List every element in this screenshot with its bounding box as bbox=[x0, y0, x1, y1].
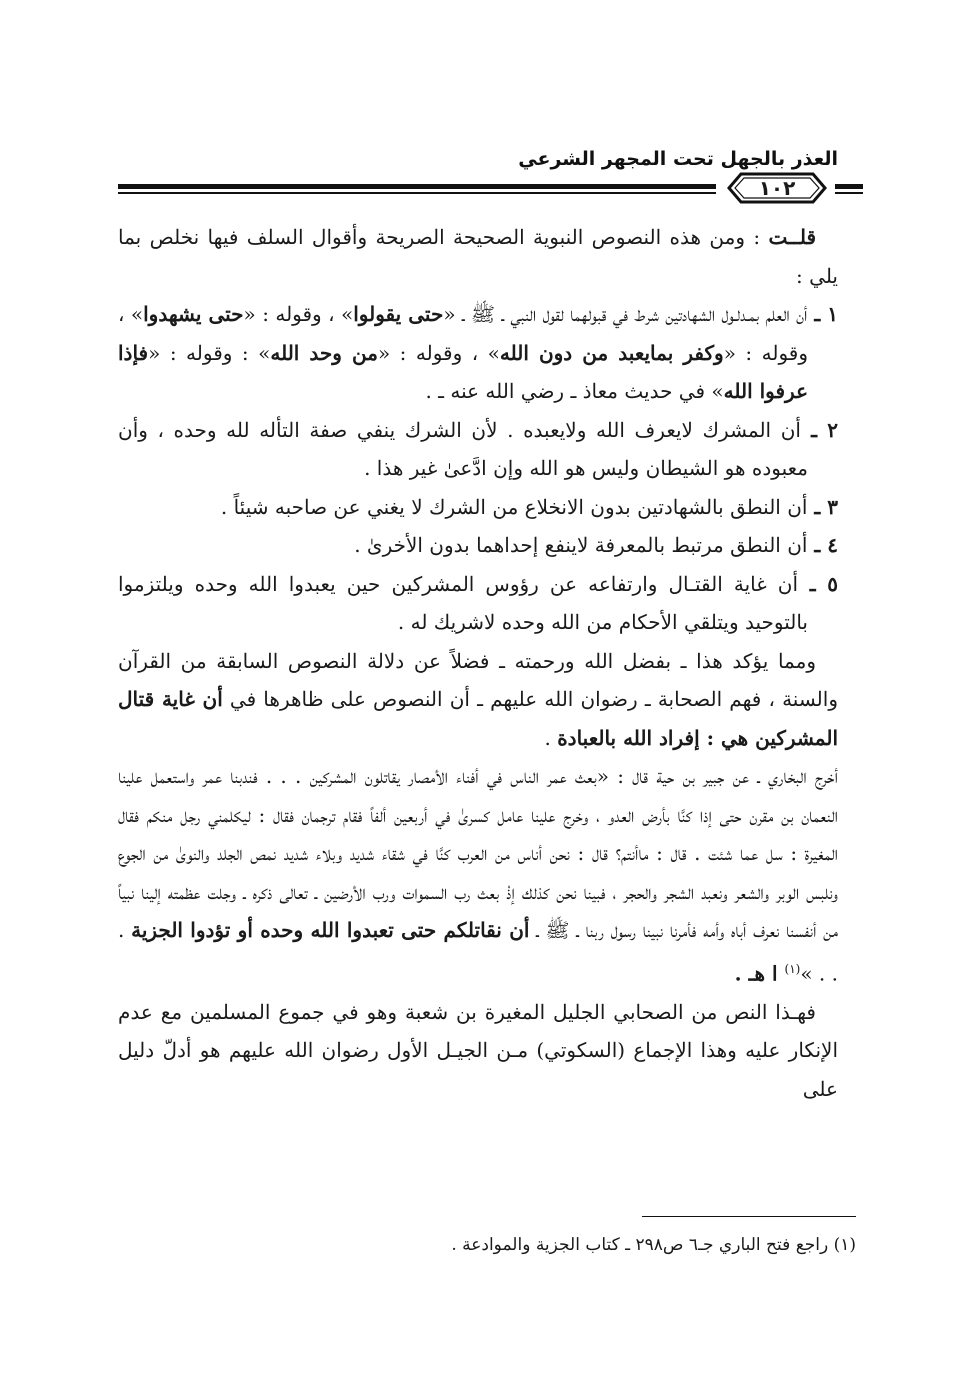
list-item-text: » في حديث معاذ ـ رضي الله عنه ـ . bbox=[425, 379, 724, 403]
list-item-text: » ، وقوله : « bbox=[243, 302, 354, 326]
body-para_support-segment: ومما يؤكد هذا ـ بفضل الله ورحمته ـ فضلاً عن دلالة النصوص السابقة من القرآن والسنة ، فهم الصحابة ـ رضوان الله عليهم ـ أن النصوص على ظاهرها في bbox=[118, 648, 838, 711]
list-item bbox=[118, 295, 838, 411]
list-item-text: أن النطق بالشهادتين بدون الانخلاع من الشرك لا يغني عن صاحبه شيئاً . bbox=[220, 494, 808, 519]
list-item-text: أن العلم بمـدلـول الشهادتين شرط في قبولهما لقول النبي ـ ﷺ ـ « bbox=[443, 302, 808, 326]
body-para_support-segment: . bbox=[544, 725, 558, 750]
body-para_hadith-segment: (١) bbox=[784, 961, 801, 976]
hadith-paragraph bbox=[118, 757, 838, 993]
list-item-text: أن المشرك لايعرف الله ولايعبده . لأن الشرك ينفي صفة التأله لله وحده ، وأن معبوده هو الشيطان وليس هو الله وإن ادَّعىٰ غير هذا . bbox=[118, 417, 808, 480]
list-item-number: ٤ ـ bbox=[807, 533, 838, 557]
header-rule-thin bbox=[118, 192, 716, 194]
intro-label: قلــت bbox=[768, 225, 817, 249]
list-item-text: حتى يقولوا bbox=[353, 302, 444, 326]
page-number: ١٠٢ bbox=[758, 176, 796, 200]
intro-paragraph bbox=[118, 218, 838, 295]
body-para_support-segment: أن غاية قتال المشركين هي : إفراد الله بالعبادة bbox=[118, 687, 838, 750]
list-item-text: فإذا عرفوا الله bbox=[118, 340, 808, 403]
body-para_hadith-segment: أن نقاتلكم حتى تعبدوا الله وحده أو تؤدوا الجزية bbox=[131, 918, 530, 942]
list-item-text: » : وقوله : « bbox=[148, 340, 271, 365]
list-item-text: أن غاية القتـال وارتفاعه عن رؤوس المشركين حين يعبدوا الله وحده ويلتزموا بالتوحيد ويتلقي الأحكام من الله وحده لاشريك له . bbox=[118, 571, 808, 634]
list-item-text: من وحد الله bbox=[270, 340, 378, 365]
footnote-separator bbox=[642, 1216, 856, 1217]
list-item bbox=[118, 411, 838, 488]
body-para_hadith-segment: ا هـ . bbox=[734, 961, 785, 986]
list-item-text: وكفر بمايعبد من دون الله bbox=[499, 340, 724, 365]
list-item-number: ٥ ـ bbox=[798, 571, 839, 596]
list-item-text: أن النطق مرتبط بالمعرفة لاينفع إحداهما بدون الأخرىٰ . bbox=[354, 533, 808, 557]
header-rule-end-thin bbox=[835, 192, 863, 194]
list-item-text: حتى يشهدوا bbox=[143, 302, 244, 326]
list-item bbox=[118, 565, 838, 642]
main-text bbox=[118, 218, 838, 1108]
header-rule-end bbox=[835, 184, 863, 189]
list-item bbox=[118, 488, 838, 527]
intro-text: : ومن هذه النصوص النبوية الصحيحة الصريحة وأقوال السلف فيها نخلص بما يلي : bbox=[118, 225, 838, 288]
conclusion-paragraph: فهـذا النص من الصحابي الجليل المغيرة بن شعبة وهو في جموع المسلمين مع عدم الإنكار عليه وهذا الإجماع (السكوتي) مـن الجيـل الأول رضوان الله عليهم هو أدلّ دليل على bbox=[118, 999, 838, 1101]
list-item-number: ٢ ـ bbox=[800, 417, 838, 442]
support-paragraph bbox=[118, 642, 838, 758]
list-item bbox=[118, 526, 838, 565]
body-para_hadith-segment: . . . » bbox=[118, 918, 838, 986]
list-item-number: ١ ـ bbox=[807, 302, 839, 326]
body-para_hadith-segment: أخرج البخاري ـ عن جبير بن حية قال : «بعث عمر الناس في أفناء الأمصار يقاتلون المشركين . . . فندبنا عمر واستعمل علينا النعمان بن مقرن حتى إذا كنَّا بأرض العدو ، وخرج علينا عامل كسرىٰ في أربعين ألفاً فقام ترجمان فقال : ليكلمني رجل منكم فقال المغيرة : سل عما شئت . قال : ماأنتم؟ قال : نحن أناس من العرب كنَّا في شقاء شديد وبلاء شديد نمص الجلد والنوىٰ من الجوع ونلبس الوبر والشعر ونعبد الشجر والحجر ، فبينا نحن كذلك إذْ بعث رب السموات ورب الأرضين ـ تعالى ذكره ـ وجلت عظمته إلينا نبياً من أنفسنا نعرف أباه وأمه فأمرنا نبينا رسول ربنا ـ ﷺ ـ bbox=[118, 764, 839, 942]
header-rule-thick bbox=[118, 184, 716, 189]
numbered-list bbox=[118, 295, 838, 642]
running-title: العذر بالجهل تحت المجهر الشرعي bbox=[518, 148, 838, 170]
list-item-number: ٣ ـ bbox=[807, 494, 838, 519]
footnote: (١) راجع فتح الباري جـ٦ ص٢٩٨ ـ كتاب الجزية والموادعة . bbox=[451, 1235, 856, 1255]
list-item-text: » ، وقوله : « bbox=[377, 340, 500, 365]
list-item-text: » ، وقوله : « bbox=[118, 302, 808, 365]
